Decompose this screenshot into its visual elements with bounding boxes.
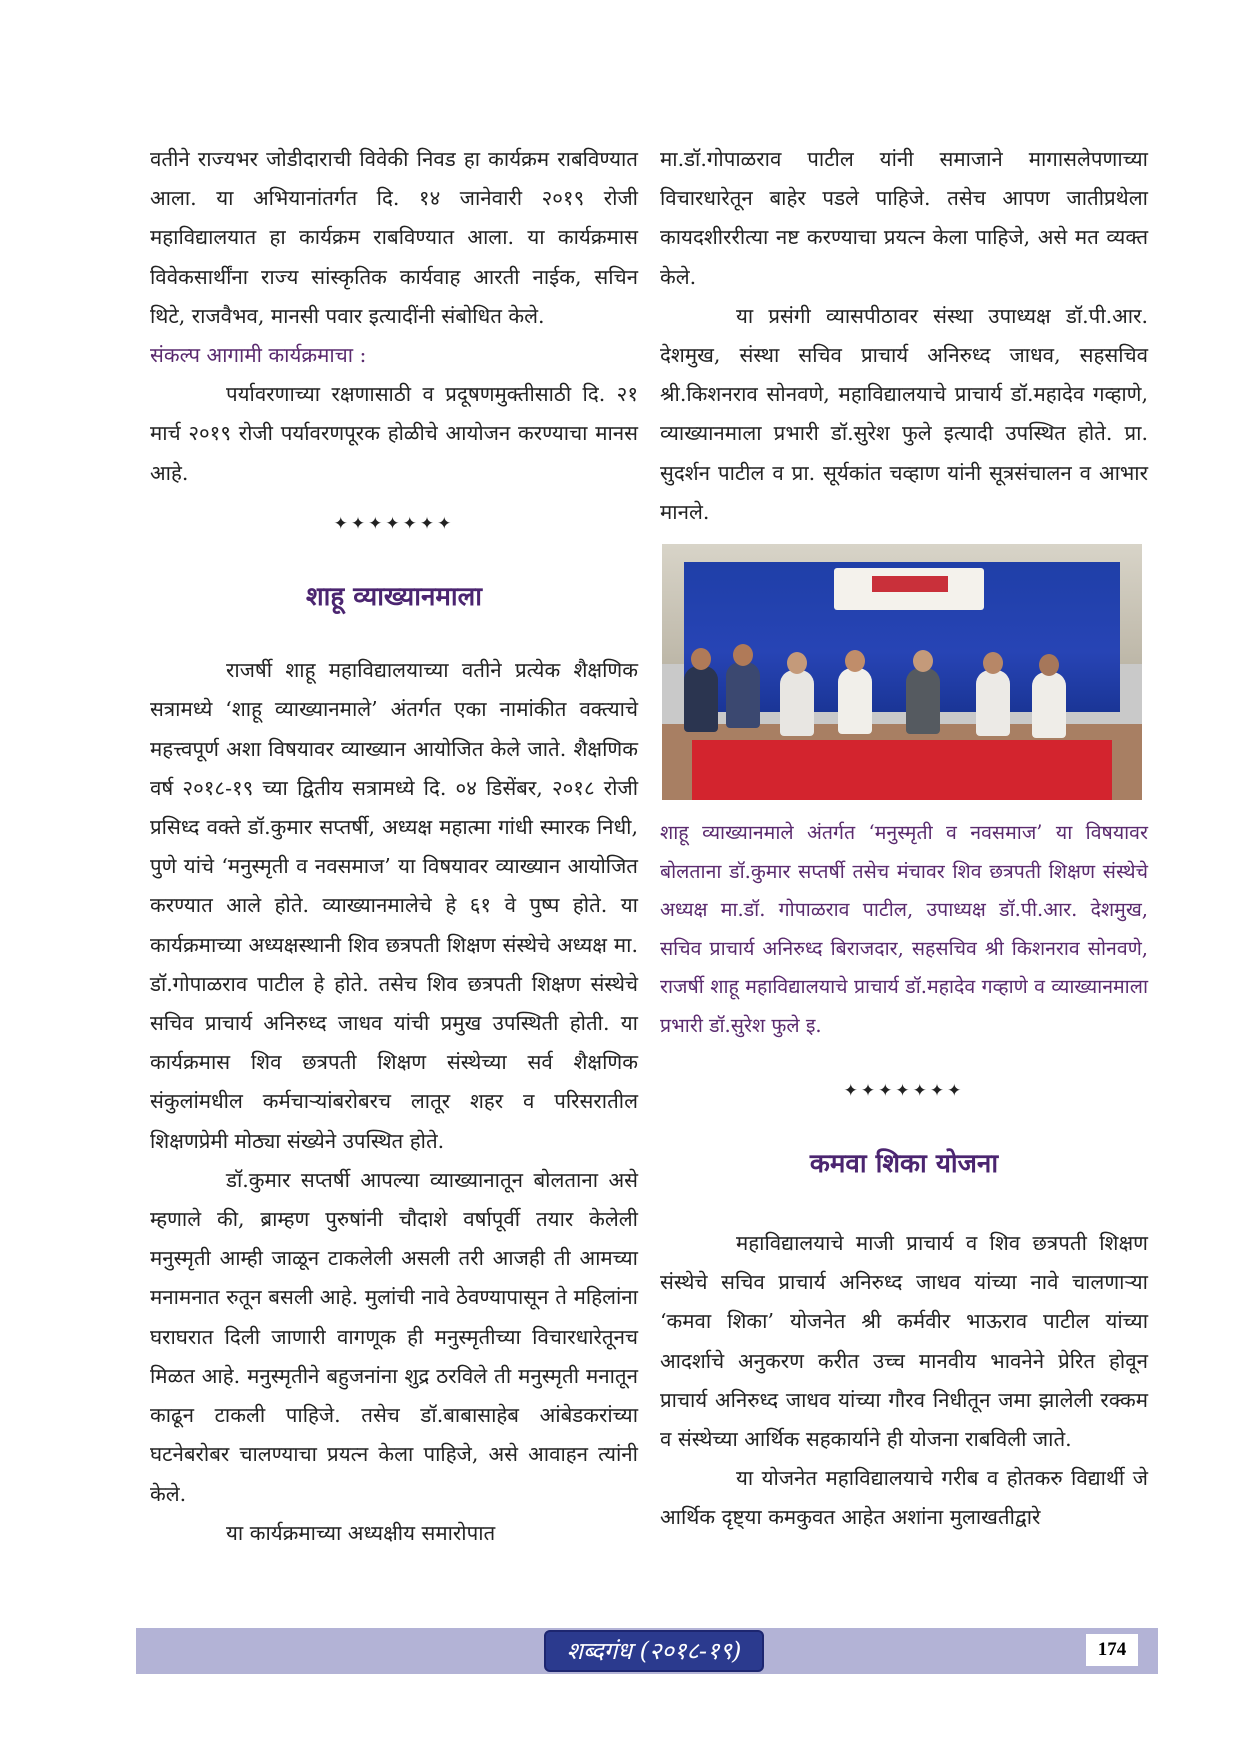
event-photo bbox=[662, 544, 1142, 800]
section-title: कमवा शिका योजना bbox=[809, 1148, 999, 1179]
ornament-divider: ✦✦✦✦✦✦✦ bbox=[843, 1080, 965, 1101]
journal-name: शब्दगंध (२०१८-१९) bbox=[544, 1630, 764, 1672]
paragraph: या कार्यक्रमाच्या अध्यक्षीय समारोपात bbox=[226, 1520, 496, 1545]
paragraph: मा.डॉ.गोपाळराव पाटील यांनी समाजाने मागासलेपणाच्या विचारधारेतून बाहेर पडले पाहिजे. तसेच आपण जातीप्रथेला कायदशीररीत्या नष्ट करण्याचा प्रयत्न केला पाहिजे, असे मत व्यक्त केले. bbox=[660, 147, 1148, 289]
paragraph: या प्रसंगी व्यासपीठावर संस्था उपाध्यक्ष डॉ.पी.आर. देशमुख, संस्था सचिव प्राचार्य अनिरुध्द जाधव, सहसचिव श्री.किशनराव सोनवणे, महाविद्यालयाचे प्राचार्य डॉ.महादेव गव्हाणे, व्याख्यानमाला प्रभारी डॉ.सुरेश फुले इत्यादी उपस्थित होते. प्रा. सुदर्शन पाटील व प्रा. सूर्यकांत चव्हाण यांनी सूत्रसंचालन व आभार मानले. bbox=[660, 303, 1148, 524]
page-footer bbox=[136, 1628, 1158, 1674]
paragraph: डॉ.कुमार सप्तर्षी आपल्या व्याख्यानातून बोलताना असे म्हणाले की, ब्राम्हण पुरुषांनी चौदाशे वर्षापूर्वी तयार केलेली मनुस्मृती आम्ही जाळून टाकलेली असली तरी आजही ती आमच्या मनामनात रुतून बसली आहे. मुलांची नावे ठेवण्यापासून ते महिलांना घराघरात दिली जाणारी वागणूक ही मनुस्मृतीच्या विचारधारेतूनच मिळत आहे. मनुस्मृतीने बहुजनांना शुद्र ठरविले ती मनुस्मृती मनातून काढून टाकली पाहिजे. तसेच डॉ.बाबासाहेब आंबेडकरांच्या घटनेबरोबर चालण्याचा प्रयत्न केला पाहिजे, असे आवाहन त्यांनी केले. bbox=[150, 1167, 638, 1506]
section-title: शाहू व्याख्यानमाला bbox=[305, 582, 483, 613]
paragraph: वतीने राज्यभर जोडीदाराची विवेकी निवड हा कार्यक्रम राबविण्यात आला. या अभियानांतर्गत दि. १४ जानेवारी २०१९ रोजी महाविद्यालयात हा कार्यक्रम राबविण्यात आला. या कार्यक्रमास विवेकसार्थींना राज्य सांस्कृतिक कार्यवाह आरती नाईक, सचिन थिटे, राजवैभव, मानसी पवार इत्यादींनी संबोधित केले. bbox=[150, 147, 638, 328]
right-column bbox=[660, 140, 1148, 1538]
photo-caption: शाहू व्याख्यानमाले अंतर्गत ‘मनुस्मृती व नवसमाज’ या विषयावर बोलताना डॉ.कुमार सप्तर्षी तसेच मंचावर शिव छत्रपती शिक्षण संस्थेचे अध्यक्ष मा.डॉ. गोपाळराव पाटील, उपाध्यक्ष डॉ.पी.आर. देशमुख, सचिव प्राचार्य अनिरुध्द बिराजदार, सहसचिव श्री किशनराव सोनवणे, राजर्षी शाहू महाविद्यालयाचे प्राचार्य डॉ.महादेव गव्हाणे व व्याख्यानमाला प्रभारी डॉ.सुरेश फुले इ. bbox=[660, 821, 1148, 1037]
paragraph: या योजनेत महाविद्यालयाचे गरीब व होतकरु विद्यार्थी जे आर्थिक दृष्ट्या कमकुवत आहेत अशांना मुलाखतीद्वारे bbox=[660, 1466, 1148, 1530]
ornament-divider: ✦✦✦✦✦✦✦ bbox=[333, 513, 455, 534]
paragraph: पर्यावरणाच्या रक्षणासाठी व प्रदूषणमुक्तीसाठी दि. २१ मार्च २०१९ रोजी पर्यावरणपूरक होळीचे आयोजन करण्याचा मानस आहे. bbox=[150, 382, 638, 485]
paragraph: महाविद्यालयाचे माजी प्राचार्य व शिव छत्रपती शिक्षण संस्थेचे सचिव प्राचार्य अनिरुध्द जाधव यांच्या नावे चालणाऱ्या ‘कमवा शिका’ योजनेत श्री कर्मवीर भाऊराव पाटील यांच्या आदर्शाचे अनुकरण करीत उच्च मानवीय भावनेने प्रेरित होवून प्राचार्य अनिरुध्द जाधव यांच्या गौरव निधीतून जमा झालेली रक्कम व संस्थेच्या आर्थिक सहकार्याने ही योजना राबविली जाते. bbox=[660, 1231, 1148, 1452]
subheading: संकल्प आगामी कार्यक्रमाचा : bbox=[150, 343, 367, 368]
paragraph: राजर्षी शाहू महाविद्यालयाच्या वतीने प्रत्येक शैक्षणिक सत्रामध्ये ‘शाहू व्याख्यानमाले’ अंतर्गत एका नामांकीत वक्त्याचे महत्त्वपूर्ण अशा विषयावर व्याख्यान आयोजित केले जाते. शैक्षणिक वर्ष २०१८-१९ च्या द्वितीय सत्रामध्ये दि. ०४ डिसेंबर, २०१८ रोजी प्रसिध्द वक्ते डॉ.कुमार सप्तर्षी, अध्यक्ष महात्मा गांधी स्मारक निधी, पुणे यांचे ‘मनुस्मृती व नवसमाज’ या विषयावर व्याख्यान आयोजित करण्यात आले होते. व्याख्यानमालेचे हे ६१ वे पुष्प होते. या कार्यक्रमाच्या अध्यक्षस्थानी शिव छत्रपती शिक्षण संस्थेचे अध्यक्ष मा. डॉ.गोपाळराव पाटील हे होते. तसेच शिव छत्रपती शिक्षण संस्थेचे सचिव प्राचार्य अनिरुध्द जाधव यांची प्रमुख उपस्थिती होती. या कार्यक्रमास शिव छत्रपती शिक्षण संस्थेच्या सर्व शैक्षणिक संकुलांमधील कर्मचाऱ्यांबरोबरच लातूर शहर व परिसरातील शिक्षणप्रेमी मोठ्या संख्येने उपस्थित होते. bbox=[150, 658, 638, 1153]
page-number: 174 bbox=[1086, 1634, 1138, 1666]
left-column bbox=[150, 140, 638, 1553]
